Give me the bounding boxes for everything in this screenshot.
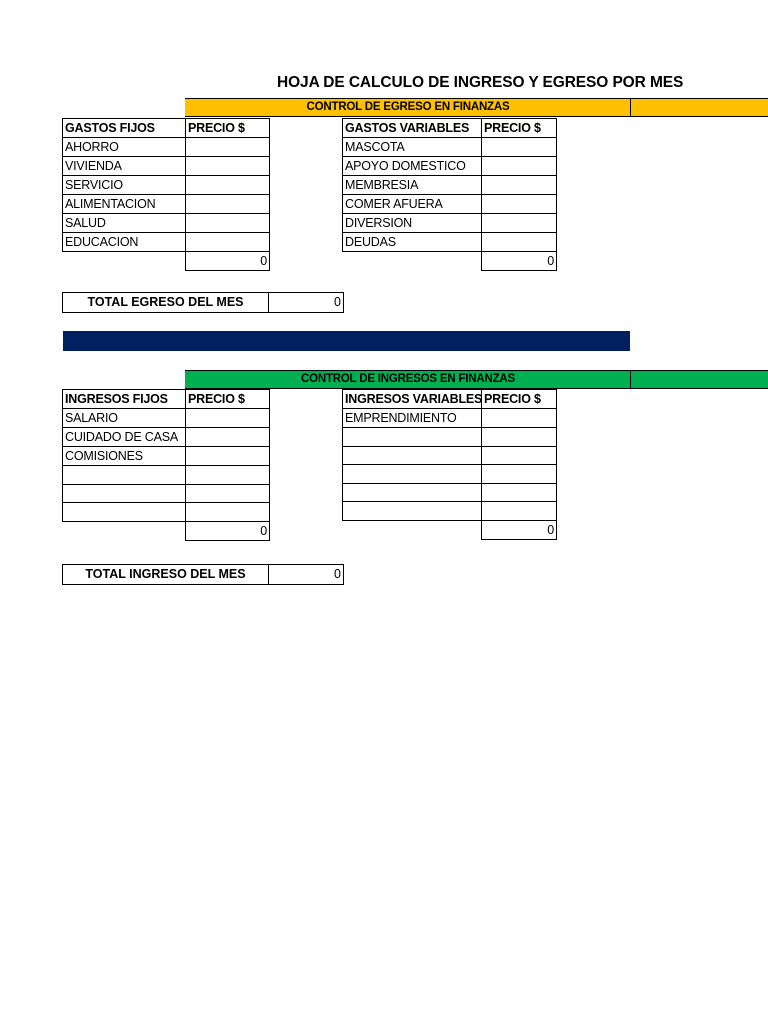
price-cell[interactable] bbox=[186, 409, 270, 428]
subtotal-row bbox=[63, 521, 270, 540]
table-row bbox=[343, 157, 557, 176]
table-row bbox=[343, 233, 557, 252]
price-cell[interactable] bbox=[482, 157, 557, 176]
gastos-fijos-header[interactable]: GASTOS FIJOS bbox=[63, 119, 186, 138]
table-row bbox=[63, 138, 270, 157]
table-row bbox=[63, 214, 270, 233]
item-cell[interactable]: SALUD bbox=[63, 214, 186, 233]
table-row bbox=[63, 233, 270, 252]
table-row bbox=[63, 447, 270, 466]
total-egreso-label[interactable]: TOTAL EGRESO DEL MES bbox=[63, 293, 269, 313]
table-row bbox=[343, 446, 557, 465]
price-cell[interactable] bbox=[186, 233, 270, 252]
price-cell[interactable] bbox=[186, 195, 270, 214]
price-cell[interactable] bbox=[482, 428, 557, 447]
price-cell[interactable] bbox=[186, 484, 270, 503]
sheet-title: HOJA DE CALCULO DE INGRESO Y EGRESO POR MES bbox=[277, 74, 684, 91]
table-row bbox=[63, 409, 270, 428]
item-cell[interactable]: SERVICIO bbox=[63, 176, 186, 195]
table-row bbox=[343, 465, 557, 484]
table-row bbox=[63, 484, 270, 503]
table-row bbox=[63, 157, 270, 176]
table-header-row bbox=[63, 119, 270, 138]
blank-cell bbox=[63, 252, 186, 271]
price-cell[interactable] bbox=[482, 214, 557, 233]
table-row bbox=[63, 176, 270, 195]
item-cell[interactable]: CUIDADO DE CASA bbox=[63, 428, 186, 447]
table-row bbox=[63, 195, 270, 214]
blank-cell bbox=[343, 252, 482, 271]
table-row bbox=[343, 138, 557, 157]
subtotal-cell[interactable]: 0 bbox=[186, 252, 270, 271]
price-cell[interactable] bbox=[186, 214, 270, 233]
ingresos-fijos-header[interactable]: INGRESOS FIJOS bbox=[63, 390, 186, 409]
item-cell[interactable] bbox=[343, 502, 482, 521]
item-cell[interactable]: DEUDAS bbox=[343, 233, 482, 252]
subtotal-cell[interactable]: 0 bbox=[186, 521, 270, 540]
egreso-control-band bbox=[185, 98, 768, 117]
item-cell[interactable] bbox=[343, 446, 482, 465]
gastos-fijos-table bbox=[62, 118, 270, 271]
price-cell[interactable] bbox=[482, 195, 557, 214]
item-cell[interactable]: MASCOTA bbox=[343, 138, 482, 157]
price-cell[interactable] bbox=[186, 176, 270, 195]
table-row bbox=[63, 466, 270, 485]
precio-header[interactable]: PRECIO $ bbox=[186, 390, 270, 409]
ingreso-band-label: CONTROL DE INGRESOS EN FINANZAS bbox=[300, 373, 516, 385]
subtotal-row bbox=[63, 252, 270, 271]
total-egreso-value[interactable]: 0 bbox=[269, 293, 344, 313]
price-cell[interactable] bbox=[482, 502, 557, 521]
price-cell[interactable] bbox=[186, 503, 270, 522]
table-row bbox=[63, 503, 270, 522]
total-ingreso-table bbox=[62, 564, 344, 585]
table-row bbox=[343, 428, 557, 447]
table-row bbox=[343, 214, 557, 233]
ingreso-control-band bbox=[185, 370, 768, 389]
ingresos-fijos-table bbox=[62, 389, 270, 541]
blank-cell bbox=[63, 521, 186, 540]
total-row bbox=[63, 293, 344, 313]
precio-header[interactable]: PRECIO $ bbox=[482, 390, 557, 409]
price-cell[interactable] bbox=[186, 447, 270, 466]
item-cell[interactable] bbox=[343, 428, 482, 447]
total-ingreso-label[interactable]: TOTAL INGRESO DEL MES bbox=[63, 565, 269, 585]
price-cell[interactable] bbox=[482, 176, 557, 195]
gastos-variables-header[interactable]: GASTOS VARIABLES bbox=[343, 119, 482, 138]
gastos-variables-table bbox=[342, 118, 557, 271]
table-header-row bbox=[63, 390, 270, 409]
item-cell[interactable]: COMER AFUERA bbox=[343, 195, 482, 214]
table-row bbox=[343, 195, 557, 214]
table-row bbox=[63, 428, 270, 447]
price-cell[interactable] bbox=[482, 138, 557, 157]
item-cell[interactable]: COMISIONES bbox=[63, 447, 186, 466]
table-header-row bbox=[343, 119, 557, 138]
item-cell[interactable]: AHORRO bbox=[63, 138, 186, 157]
ingresos-variables-table bbox=[342, 389, 557, 540]
subtotal-cell[interactable]: 0 bbox=[482, 520, 557, 539]
price-cell[interactable] bbox=[186, 157, 270, 176]
table-row bbox=[343, 409, 557, 428]
total-egreso-table bbox=[62, 292, 344, 313]
subtotal-cell[interactable]: 0 bbox=[482, 252, 557, 271]
price-cell[interactable] bbox=[186, 466, 270, 485]
price-cell[interactable] bbox=[186, 428, 270, 447]
item-cell[interactable] bbox=[63, 484, 186, 503]
table-row bbox=[343, 176, 557, 195]
item-cell[interactable] bbox=[343, 483, 482, 502]
blank-cell bbox=[343, 520, 482, 539]
subtotal-row bbox=[343, 520, 557, 539]
precio-header[interactable]: PRECIO $ bbox=[482, 119, 557, 138]
band-edge bbox=[630, 370, 631, 389]
item-cell[interactable] bbox=[63, 466, 186, 485]
table-row bbox=[343, 483, 557, 502]
price-cell[interactable] bbox=[482, 446, 557, 465]
item-cell[interactable]: MEMBRESIA bbox=[343, 176, 482, 195]
ingresos-variables-header[interactable]: INGRESOS VARIABLES bbox=[343, 390, 482, 409]
table-row bbox=[343, 502, 557, 521]
table-header-row bbox=[343, 390, 557, 409]
item-cell[interactable]: VIVIENDA bbox=[63, 157, 186, 176]
subtotal-row bbox=[343, 252, 557, 271]
section-divider-bar bbox=[63, 331, 630, 351]
item-cell[interactable]: EMPRENDIMIENTO bbox=[343, 409, 482, 428]
item-cell[interactable]: DIVERSION bbox=[343, 214, 482, 233]
precio-header[interactable]: PRECIO $ bbox=[186, 119, 270, 138]
price-cell[interactable] bbox=[186, 138, 270, 157]
item-cell[interactable] bbox=[343, 465, 482, 484]
item-cell[interactable]: SALARIO bbox=[63, 409, 186, 428]
item-cell[interactable]: EDUCACION bbox=[63, 233, 186, 252]
band-edge bbox=[630, 98, 631, 117]
egreso-band-label: CONTROL DE EGRESO EN FINANZAS bbox=[306, 101, 510, 113]
total-row bbox=[63, 565, 344, 585]
item-cell[interactable] bbox=[63, 503, 186, 522]
item-cell[interactable]: APOYO DOMESTICO bbox=[343, 157, 482, 176]
price-cell[interactable] bbox=[482, 233, 557, 252]
price-cell[interactable] bbox=[482, 409, 557, 428]
item-cell[interactable]: ALIMENTACION bbox=[63, 195, 186, 214]
price-cell[interactable] bbox=[482, 483, 557, 502]
price-cell[interactable] bbox=[482, 465, 557, 484]
total-ingreso-value[interactable]: 0 bbox=[269, 565, 344, 585]
